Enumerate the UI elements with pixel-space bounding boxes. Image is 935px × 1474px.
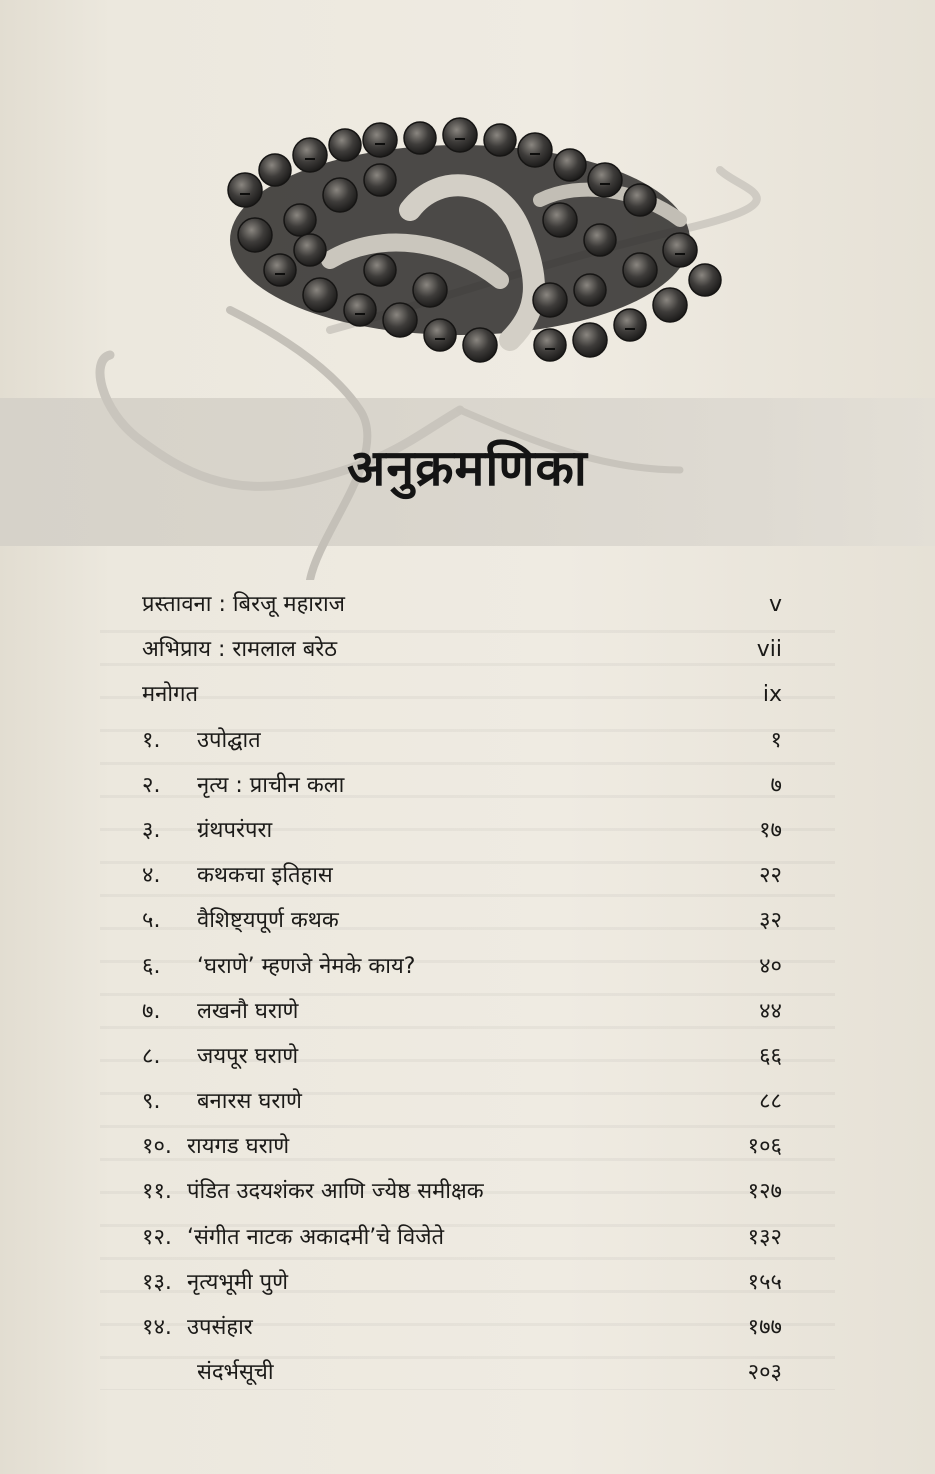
toc-entry bbox=[142, 672, 782, 717]
chapter-title: वैशिष्ट्यपूर्ण कथक bbox=[197, 908, 339, 934]
chapter-number: १०. bbox=[142, 1134, 172, 1160]
page-number: ७ bbox=[770, 772, 782, 798]
toc-entry bbox=[142, 718, 782, 763]
chapter-title: मनोगत bbox=[142, 682, 198, 708]
chapter-number: ७. bbox=[142, 998, 161, 1024]
chapter-title: नृत्य : प्राचीन कला bbox=[197, 772, 345, 798]
page-number: ix bbox=[762, 682, 782, 708]
page-number: ८८ bbox=[759, 1089, 782, 1115]
chapter-title: ग्रंथपरंपरा bbox=[197, 817, 273, 843]
chapter-title: उपसंहार bbox=[187, 1315, 253, 1340]
table-of-contents bbox=[142, 582, 782, 1395]
chapter-number: १३. bbox=[142, 1269, 172, 1295]
chapter-title: ‘घराणे’ म्हणजे नेमके काय? bbox=[197, 953, 416, 979]
page-number: ३२ bbox=[759, 908, 782, 934]
chapter-title: लखनौ घराणे bbox=[197, 998, 299, 1024]
chapter-title: अभिप्राय : रामलाल बरेठ bbox=[142, 637, 338, 663]
chapter-title: प्रस्तावना : बिरजू महाराज bbox=[142, 592, 345, 617]
chapter-title: बनारस घराणे bbox=[197, 1089, 302, 1115]
page-number: १२७ bbox=[747, 1179, 782, 1205]
page-title: अनुक्रमणिका bbox=[347, 439, 588, 497]
chapter-number: ११. bbox=[142, 1179, 172, 1205]
chapter-title: नृत्यभूमी पुणे bbox=[187, 1269, 289, 1295]
toc-entry bbox=[142, 1034, 782, 1079]
chapter-number: ६. bbox=[142, 953, 161, 979]
toc-entry bbox=[142, 898, 782, 943]
toc-entry bbox=[142, 1350, 782, 1395]
page-number: ४० bbox=[759, 953, 782, 979]
chapter-number: ८. bbox=[142, 1043, 161, 1069]
toc-entry bbox=[142, 1169, 782, 1214]
page-number: १५५ bbox=[747, 1269, 782, 1295]
page-number: ४४ bbox=[759, 998, 782, 1024]
page-number: १३२ bbox=[747, 1224, 782, 1250]
toc-entry bbox=[142, 944, 782, 989]
chapter-number: २. bbox=[142, 772, 161, 798]
page-number: १०६ bbox=[747, 1134, 782, 1160]
chapter-number: ४. bbox=[142, 863, 161, 889]
page-number: १ bbox=[770, 727, 782, 753]
toc-entry bbox=[142, 853, 782, 898]
chapter-number: ३. bbox=[142, 817, 161, 843]
toc-entry bbox=[142, 582, 782, 627]
chapter-title: उपोद्घात bbox=[197, 727, 261, 753]
chapter-title: पंडित उदयशंकर आणि ज्येष्ठ समीक्षक bbox=[187, 1179, 484, 1205]
page-number: v bbox=[768, 592, 782, 617]
toc-entry bbox=[142, 1305, 782, 1350]
toc-entry bbox=[142, 1079, 782, 1124]
chapter-number: १२. bbox=[142, 1224, 172, 1250]
chapter-title: जयपूर घराणे bbox=[197, 1043, 299, 1069]
toc-entry bbox=[142, 989, 782, 1034]
page-number: १७७ bbox=[747, 1315, 782, 1340]
chapter-number: ९. bbox=[142, 1089, 161, 1115]
chapter-title: रायगड घराणे bbox=[187, 1134, 290, 1160]
page-number: २२ bbox=[759, 863, 782, 889]
page-number: २०३ bbox=[747, 1360, 782, 1386]
toc-entry bbox=[142, 627, 782, 672]
page-number: ६६ bbox=[759, 1043, 782, 1069]
toc-entry bbox=[142, 808, 782, 853]
page-number: vii bbox=[756, 637, 782, 663]
chapter-title: कथकचा इतिहास bbox=[197, 863, 333, 889]
toc-entry bbox=[142, 763, 782, 808]
chapter-number: १४. bbox=[142, 1315, 172, 1340]
chapter-title: संदर्भसूची bbox=[197, 1360, 274, 1386]
toc-entry bbox=[142, 1260, 782, 1305]
page-number: १७ bbox=[759, 817, 782, 843]
chapter-number: १. bbox=[142, 727, 161, 753]
toc-entry bbox=[142, 1215, 782, 1260]
toc-entry bbox=[142, 1124, 782, 1169]
chapter-title: ‘संगीत नाटक अकादमी’चे विजेते bbox=[187, 1224, 445, 1250]
ghungroo-bells-image bbox=[80, 110, 780, 580]
chapter-number: ५. bbox=[142, 908, 161, 934]
